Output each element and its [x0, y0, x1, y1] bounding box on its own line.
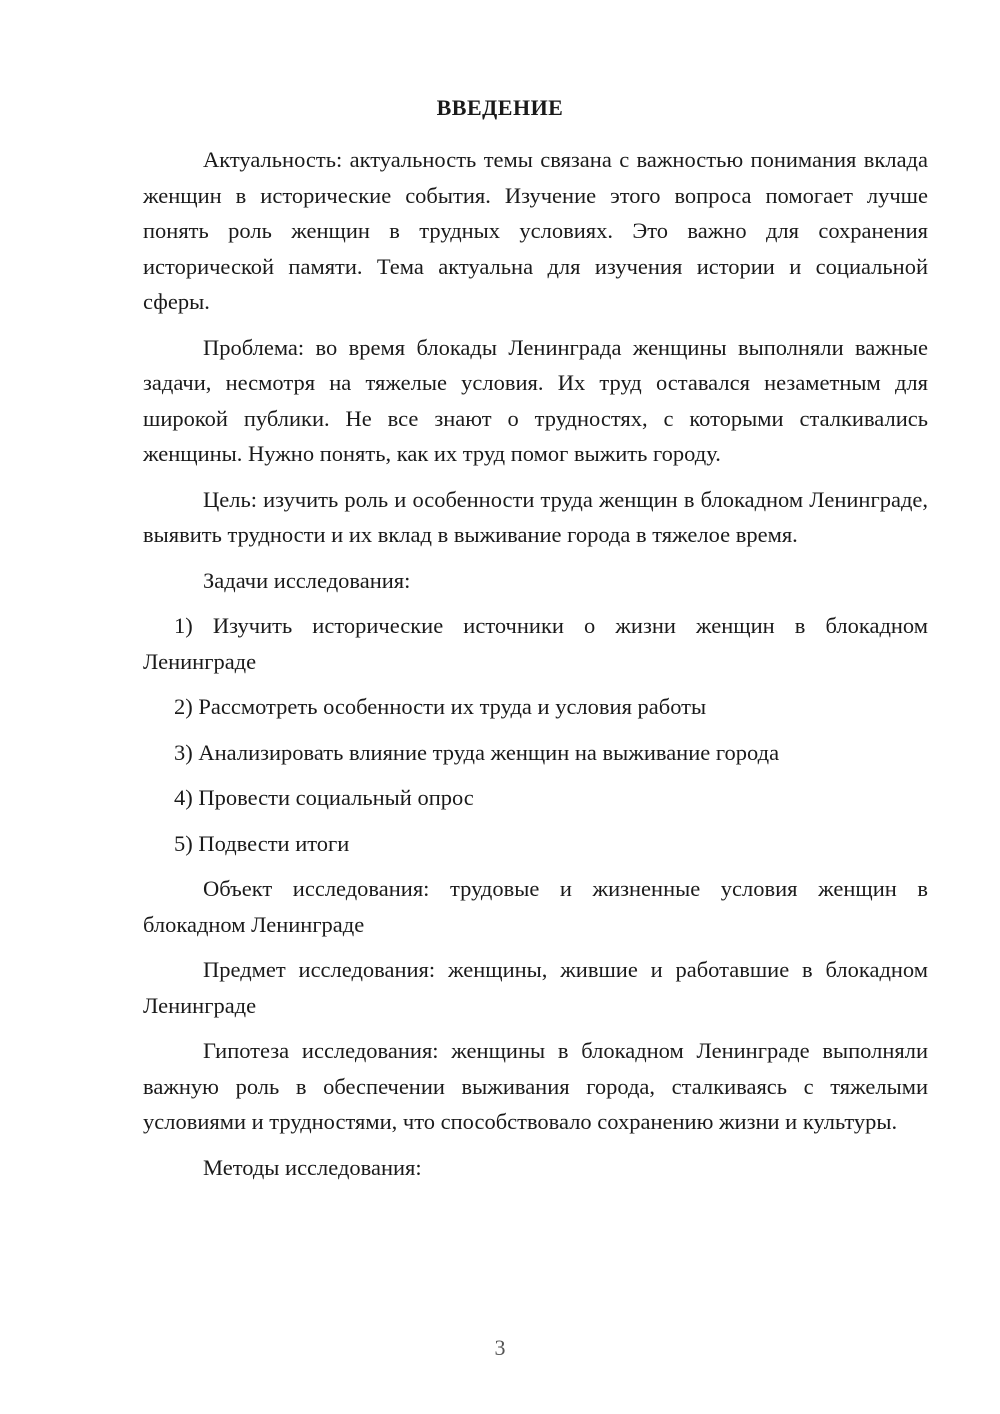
hypothesis-paragraph: Гипотеза исследования: женщины в блокадном Ленинграде выполняли важную роль в обеспечении выживания города, сталкиваясь с тяжелыми условиями и трудностями, что способствовало сохранению жизни и культуры.	[143, 1038, 928, 1134]
methods-heading: Методы исследования:	[203, 1154, 422, 1180]
subject-paragraph: Предмет исследования: женщины, жившие и работавшие в блокадном Ленинграде	[143, 957, 928, 1018]
page-number: 3	[494, 1335, 506, 1360]
task-item-1: 1) Изучить исторические источники о жизни женщин в блокадном Ленинграде	[143, 613, 928, 674]
task-item-4: 4) Провести социальный опрос	[174, 785, 474, 810]
goal-paragraph: Цель: изучить роль и особенности труда женщин в блокадном Ленинграде, выявить трудности и их вклад в выживание города в тяжелое время.	[143, 486, 928, 547]
task-item-5: 5) Подвести итоги	[174, 830, 350, 856]
problem-paragraph: Проблема: во время блокады Ленинграда женщины выполняли важные задачи, несмотря на тяжелые условия. Их труд оставался незаметным для широкой публики. Не все знают о трудностях, с которыми сталкивались женщины. Нужно понять, как их труд помог выжить городу.	[143, 334, 928, 466]
page-title: ВВЕДЕНИЕ	[436, 95, 564, 120]
object-paragraph: Объект исследования: трудовые и жизненные условия женщин в блокадном Ленинграде	[143, 876, 928, 937]
relevance-paragraph: Актуальность: актуальность темы связана с важностью понимания вклада женщин в исторические события. Изучение этого вопроса помогает лучше понять роль женщин в трудных условиях. Это важно для сохранения исторической памяти. Тема актуальна для изучения истории и социальной сферы.	[143, 147, 928, 314]
task-item-2: 2) Рассмотреть особенности их труда и условия работы	[174, 694, 707, 719]
document-body	[143, 142, 928, 1195]
task-item-3: 3) Анализировать влияние труда женщин на выживание города	[174, 739, 780, 765]
tasks-heading: Задачи исследования:	[203, 567, 411, 593]
